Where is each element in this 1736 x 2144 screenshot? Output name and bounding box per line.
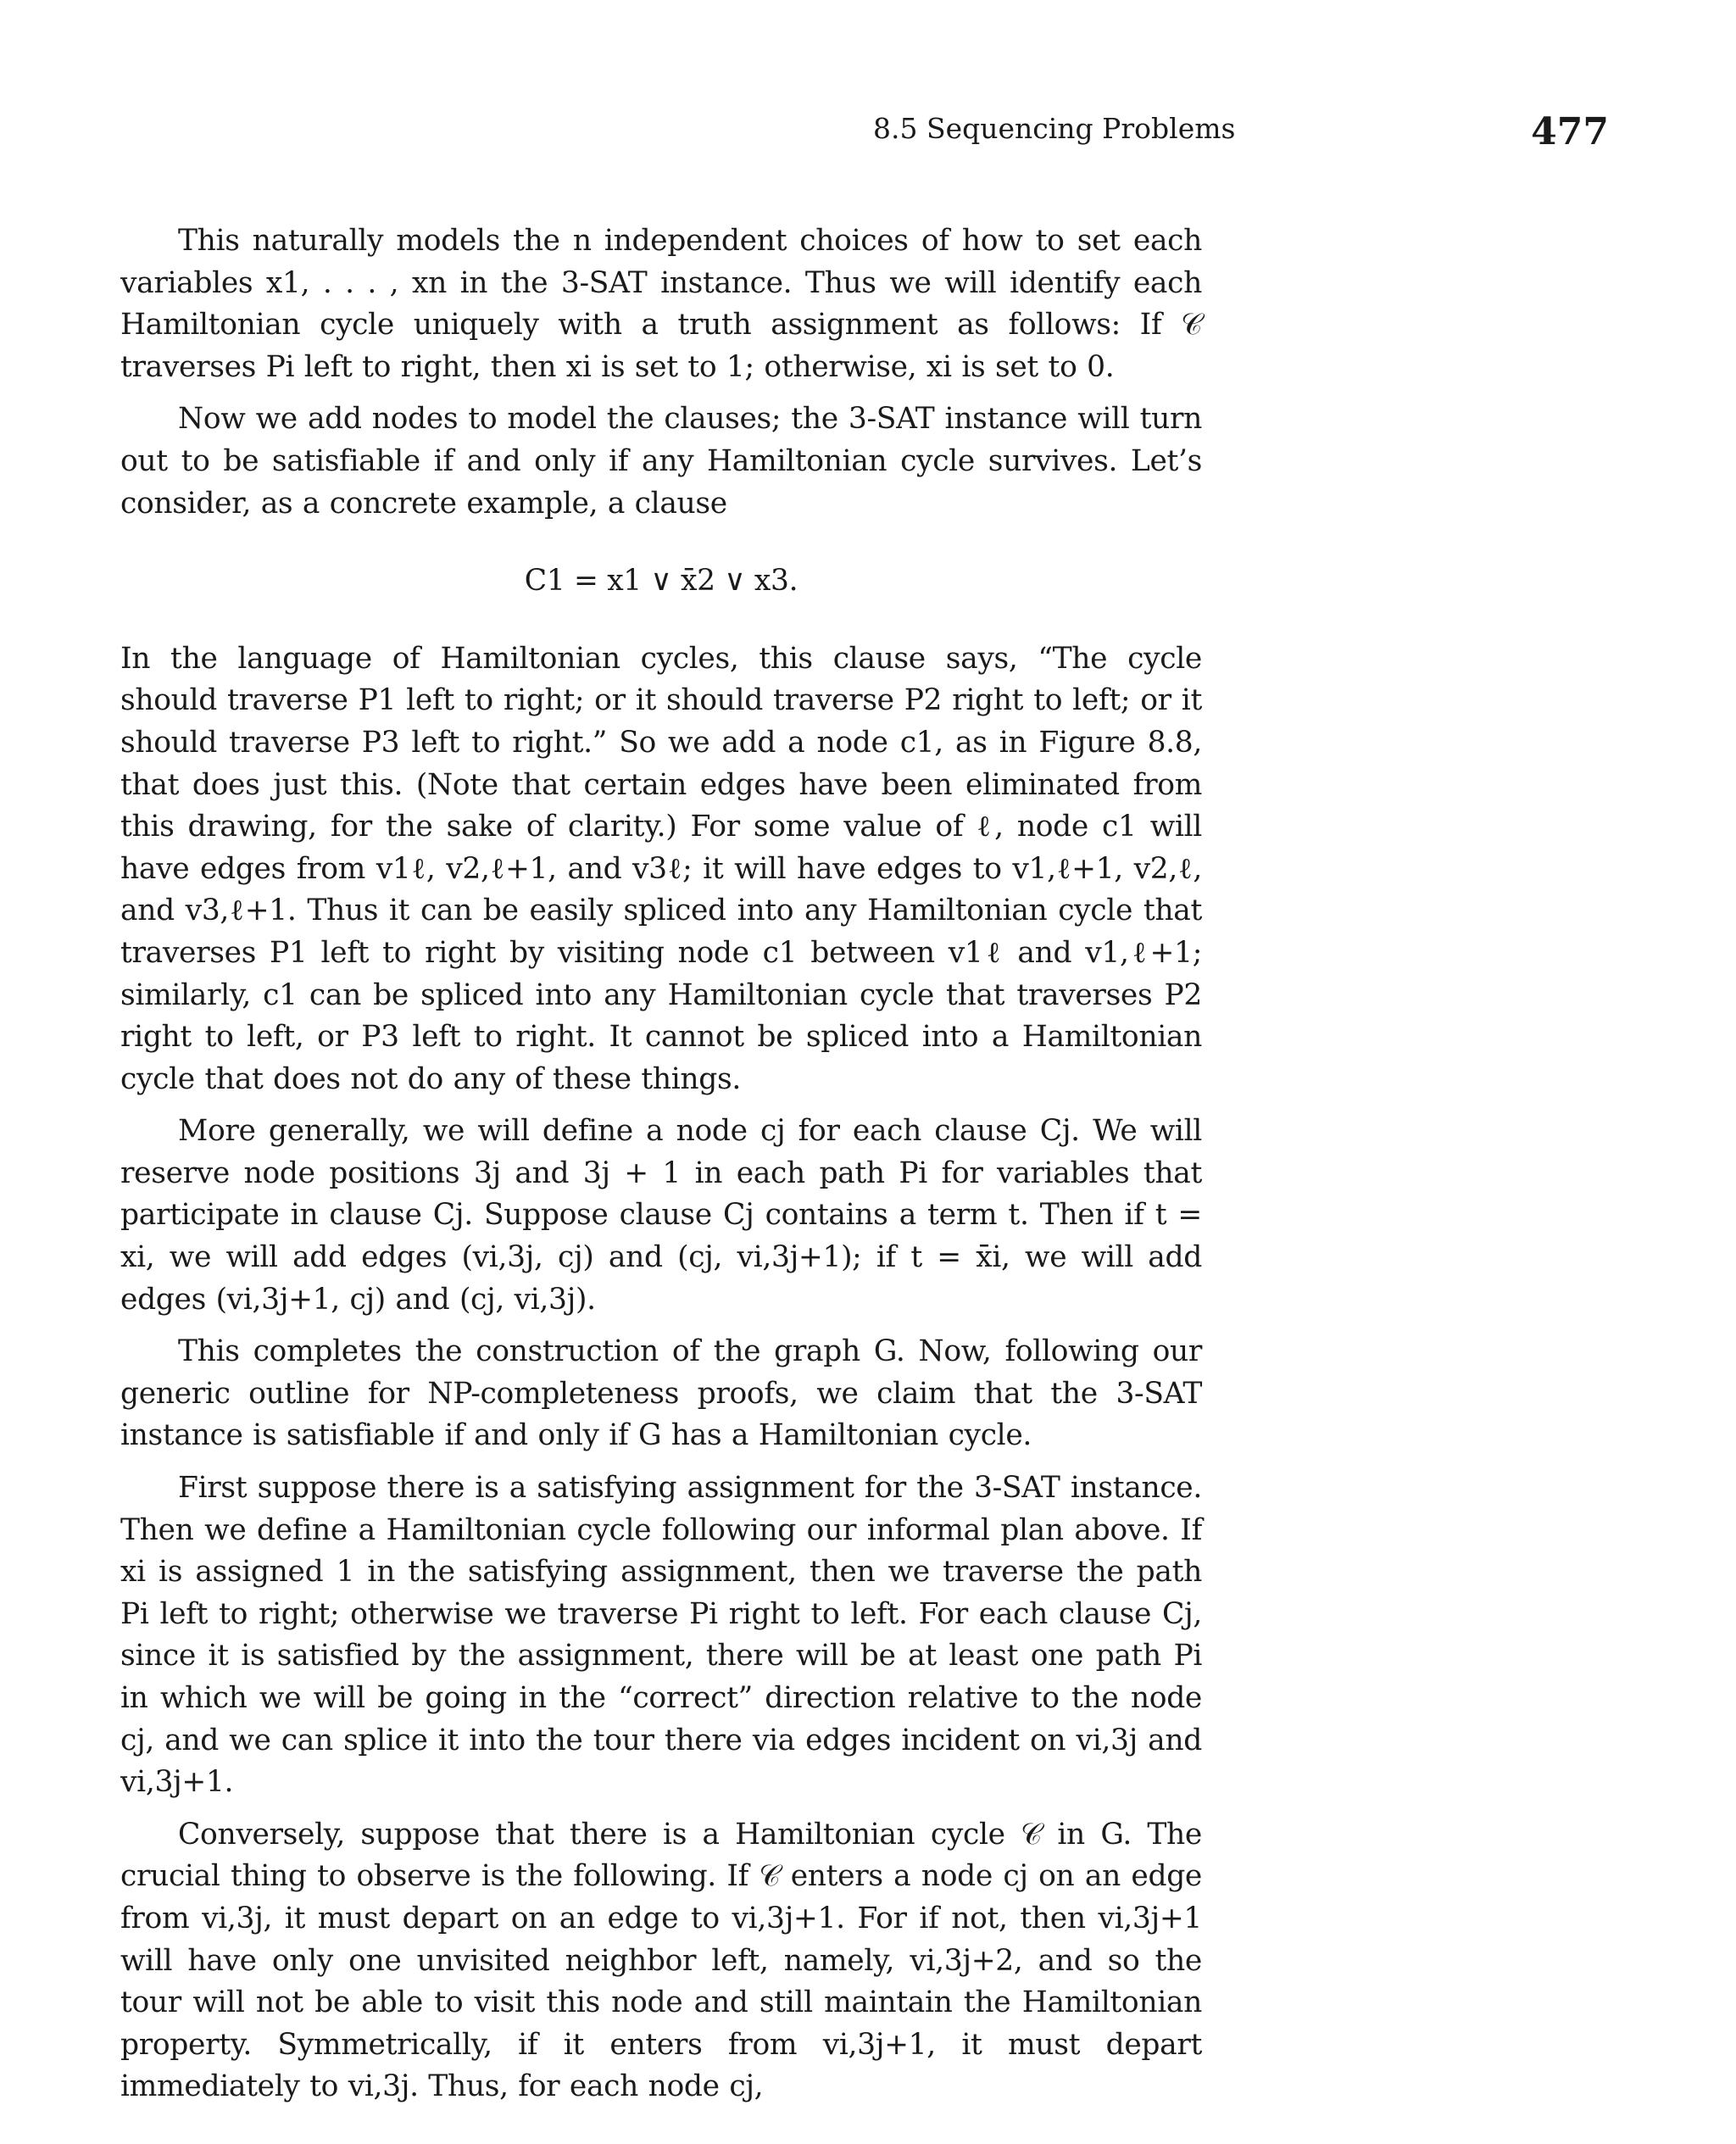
page-number: 477 [1531, 110, 1609, 153]
paragraph: Conversely, suppose that there is a Hamiltonian cycle 𝒞 in G. The crucial thing to observe is the following. If 𝒞 enters a node cj on an edge from vi,3j, it must depart on an edge to vi,3j+1. For if not, then vi,3j+1 will have only one unvisited neighbor left, namely, vi,3j+2, and so the tour will not be able to visit this node and still maintain the Hamiltonian property. Symmetrically, if it enters from vi,3j+1, it must depart immediately to vi,3j. Thus, for each node cj, [120, 1817, 1202, 2104]
body-text [120, 220, 1202, 2119]
paragraph: Now we add nodes to model the clauses; the 3-SAT instance will turn out to be satisfiable if and only if any Hamiltonian cycle survives. Let’s consider, as a concrete example, a clause [120, 402, 1202, 521]
display-equation: C1 = x1 ∨ x̄2 ∨ x3. [524, 564, 798, 599]
running-head: 8.5 Sequencing Problems [873, 112, 1236, 145]
paragraph: First suppose there is a satisfying assignment for the 3-SAT instance. Then we define a Hamiltonian cycle following our informal plan above. If xi is assigned 1 in the satisfying assignment, then we traverse the path Pi left to right; otherwise we traverse Pi right to left. For each clause Cj, since it is satisfied by the assignment, there will be at least one path Pi in which we will be going in the “correct” direction relative to the node cj, and we can splice it into the tour there via edges incident on vi,3j and vi,3j+1. [120, 1471, 1202, 1800]
paragraph: In the language of Hamiltonian cycles, this clause says, “The cycle should traverse P1 left to right; or it should traverse P2 right to left; or it should traverse P3 left to right.” So we add a node c1, as in Figure 8.8, that does just this. (Note that certain edges have been eliminated from this drawing, for the sake of clarity.) For some value of ℓ, node c1 will have edges from v1ℓ, v2,ℓ+1, and v3ℓ; it will have edges to v1,ℓ+1, v2,ℓ, and v3,ℓ+1. Thus it can be easily spliced into any Hamiltonian cycle that traverses P1 left to right by visiting node c1 between v1ℓ and v1,ℓ+1; similarly, c1 can be spliced into any Hamiltonian cycle that traverses P2 right to left, or P3 left to right. It cannot be spliced into a Hamiltonian cycle that does not do any of these things. [120, 641, 1202, 1096]
paragraph: This completes the construction of the graph G. Now, following our generic outline for NP-completeness proofs, we claim that the 3-SAT instance is satisfiable if and only if G has a Hamiltonian cycle. [120, 1334, 1202, 1453]
paragraph: This naturally models the n independent choices of how to set each variables x1, . . . , xn in the 3-SAT instance. Thus we will identify each Hamiltonian cycle uniquely with a truth assignment as follows: If 𝒞 traverses Pi left to right, then xi is set to 1; otherwise, xi is set to 0. [120, 224, 1202, 384]
paragraph: More generally, we will define a node cj for each clause Cj. We will reserve node positions 3j and 3j + 1 in each path Pi for variables that participate in clause Cj. Suppose clause Cj contains a term t. Then if t = xi, we will add edges (vi,3j, cj) and (cj, vi,3j+1); if t = x̄i, we will add edges (vi,3j+1, cj) and (cj, vi,3j). [120, 1114, 1202, 1317]
